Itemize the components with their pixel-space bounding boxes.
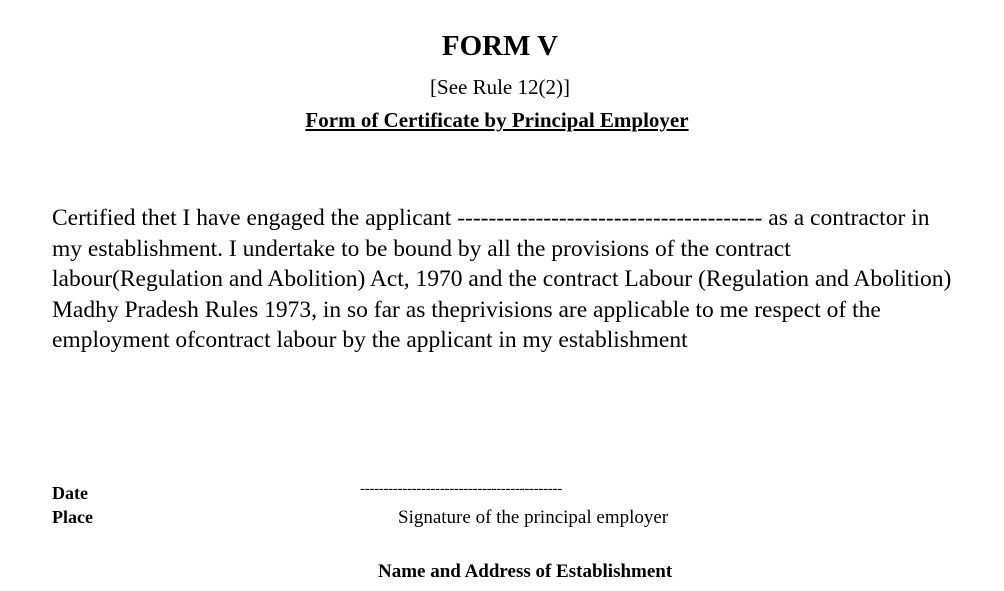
signature-caption: Signature of the principal employer: [398, 507, 669, 528]
establishment-caption: Name and Address of Establishment: [378, 561, 673, 582]
date-label: Date: [52, 483, 88, 503]
form-subtitle: Form of Certificate by Principal Employer: [305, 108, 689, 132]
certificate-body-text: Certified thet I have engaged the applicant --------------------------------------- as a contractor in my establishment. I undertake to be bound by all the provisions of the contract labour(Regulation and Abolition) Act, 1970 and the contract Labour (Regulation and Abolition) Madhy Pradesh Rules 1973, in so far as theprivisions are applicable to me respect of the employment ofcontract labour by the applicant in my establishment: [52, 205, 952, 353]
form-title: FORM V: [441, 30, 559, 62]
signature-line: -------------------------------------------: [360, 481, 562, 497]
place-label: Place: [52, 507, 93, 527]
form-rule-reference: [See Rule 12(2)]: [430, 75, 570, 99]
